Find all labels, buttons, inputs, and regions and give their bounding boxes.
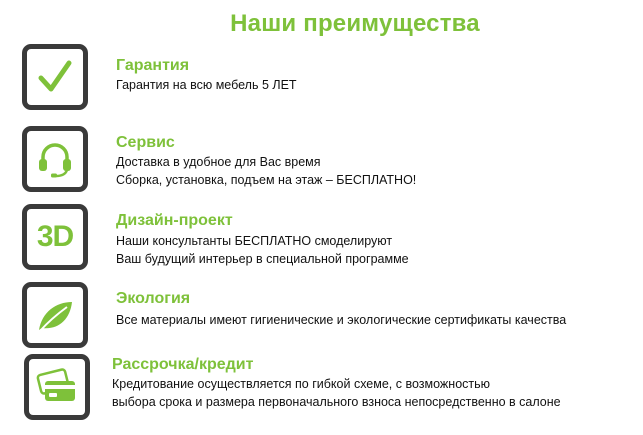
advantage-text-line: Все материалы имеют гигиенические и экологические сертификаты качества bbox=[116, 313, 567, 327]
advantage-title: Дизайн-проект bbox=[116, 212, 233, 229]
advantage-text bbox=[116, 76, 297, 94]
advantage-title: Экология bbox=[116, 290, 191, 307]
advantage-text-line: Сборка, установка, подъем на этаж – БЕСПЛАТНО! bbox=[116, 173, 417, 187]
credit-card-icon bbox=[24, 354, 90, 420]
advantage-title: Сервис bbox=[116, 134, 175, 151]
advantage-text-line: Гарантия на всю мебель 5 ЛЕТ bbox=[116, 78, 297, 92]
advantage-design bbox=[0, 196, 643, 276]
advantage-ecology bbox=[0, 274, 643, 354]
advantage-text bbox=[112, 375, 561, 411]
advantage-title: Гарантия bbox=[116, 57, 190, 74]
advantage-text bbox=[116, 232, 409, 268]
advantage-title: Рассрочка/кредит bbox=[112, 356, 254, 373]
advantage-service bbox=[0, 118, 643, 198]
advantage-warranty bbox=[0, 40, 643, 120]
advantage-text bbox=[116, 311, 566, 329]
advantage-text-line: Ваш будущий интерьер в специальной программе bbox=[116, 252, 409, 266]
advantage-text-line: Доставка в удобное для Вас время bbox=[116, 155, 321, 169]
checkmark-icon bbox=[22, 44, 88, 110]
advantage-text-line: Кредитование осуществляется по гибкой схеме, с возможностью bbox=[112, 377, 491, 391]
advantage-text bbox=[116, 153, 416, 189]
advantage-credit bbox=[0, 348, 643, 428]
leaf-icon bbox=[22, 282, 88, 348]
advantage-text-line: Наши консультанты БЕСПЛАТНО смоделируют bbox=[116, 234, 393, 248]
3d-icon bbox=[22, 204, 88, 270]
page-title: Наши преимущества bbox=[230, 10, 480, 37]
headset-icon bbox=[22, 126, 88, 192]
3d-icon-label: 3D bbox=[36, 220, 74, 253]
advantage-text-line: выбора срока и размера первоначального взноса непосредственно в салоне bbox=[112, 395, 561, 409]
